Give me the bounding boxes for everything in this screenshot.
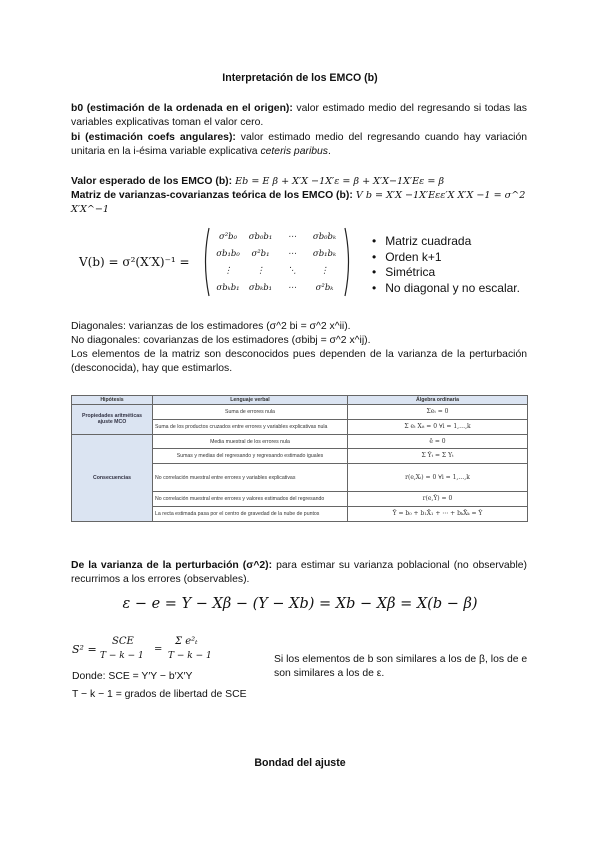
- matrix-cell: σbₖb₁: [248, 282, 273, 293]
- bondad-title: Bondad del ajuste: [254, 757, 346, 769]
- matrix-cell: σ²b₀: [218, 231, 238, 242]
- table-header: Hipótesis: [72, 396, 153, 405]
- matriz-line: [71, 189, 531, 217]
- matrix-cell: σbₖb₁: [216, 282, 240, 293]
- matrix-cell: ⋮: [256, 265, 265, 276]
- section-title: Interpretación de los EMCO (b): [222, 72, 378, 84]
- pert-term: De la varianza de la perturbación (σ^2):: [71, 560, 273, 571]
- table-cell: r(e,Xᵢ) = 0 ∀i = 1,…,k: [348, 464, 528, 492]
- b0-term: b0 (estimación de la ordenada en el origen):: [71, 103, 293, 114]
- pert-text: para estimar su varianza poblacional (no observable) recurrimos a los errores (observables).: [71, 560, 527, 585]
- matrix-cell: ⋯: [287, 282, 297, 293]
- esperado-line: [71, 175, 531, 189]
- b0-paragraph: [71, 102, 527, 130]
- hypothesis-table-container: [71, 395, 528, 522]
- donde-line: Donde: SCE = Y′Y − b′X′Y: [72, 671, 193, 682]
- table-cell: ē = 0: [348, 434, 528, 449]
- b0-text: valor estimado medio del regresando si todas las variables explicativas toman el valor cero.: [71, 103, 528, 128]
- matrix-cell: σb₁b₀: [216, 248, 240, 259]
- s2-den1: T − k − 1: [100, 651, 144, 661]
- table-cell: Suma de los productos cruzados entre errores y variables explicativas nula: [153, 419, 348, 434]
- property-item: • Matriz cuadrada: [372, 234, 520, 250]
- property-item: • Simétrica: [372, 265, 520, 281]
- table-cell: La recta estimada pasa por el centro de gravedad de la nube de puntos: [153, 507, 348, 522]
- matrix-cell: ⋱: [287, 265, 297, 276]
- matrix-cell: σ²b₁: [251, 248, 270, 259]
- table-cell: Suma de errores nula: [153, 405, 348, 420]
- hypothesis-table: [71, 395, 528, 522]
- similar-note: Si los elementos de b son similares a los de β, los de e son similares a los de ε.: [274, 654, 528, 679]
- table-cell: r(e,Ŷ) = 0: [348, 492, 528, 507]
- matrix-cell: ⋯: [287, 248, 297, 259]
- matrix-cells: [212, 228, 342, 296]
- group-label-consecuencias: Consecuencias: [72, 434, 153, 521]
- bi-text-italic: ceteris paribus: [260, 146, 329, 157]
- table-cell: No correlación muestral entre errores y valores estimados del regresando: [153, 492, 348, 507]
- varmatrix-lhs: V(b) = σ²(X′X)⁻¹ =: [79, 255, 190, 269]
- property-item: • Orden k+1: [372, 250, 520, 266]
- table-cell: Σ Ŷₜ = Σ Yₜ: [348, 449, 528, 464]
- matrix-cell: σb₀bₖ: [312, 231, 337, 242]
- grados-line: T − k − 1 = grados de libertad de SCE: [72, 689, 247, 700]
- table-header: Lenguaje verbal: [153, 396, 348, 405]
- error-equation: ε − e = Y − Xβ − (Y − Xb) = Xb − Xβ = X(b − β): [122, 596, 478, 612]
- table-header-row: [72, 396, 528, 405]
- matrix-cell: ⋮: [320, 265, 329, 276]
- matriz-term: Matriz de varianzas-covarianzas teórica de los EMCO (b):: [71, 190, 353, 201]
- s2-num2: Σ e²ₜ: [175, 636, 198, 647]
- table-cell: Σ eₜ Xᵢₜ = 0 ∀i = 1,…,k: [348, 419, 528, 434]
- group-label-propiedades: Propiedades aritméticas ajuste MCO: [72, 405, 153, 435]
- property-item: • No diagonal y no escalar.: [372, 281, 520, 297]
- table-cell: Sumas y medias del regresando y regresando estimado iguales: [153, 449, 348, 464]
- bi-paragraph: [71, 131, 527, 159]
- esperado-formula: Eb = E β + X′X −1X′ε = β + X′X−1X′Eε = β: [232, 176, 444, 187]
- variance-matrix: [201, 226, 353, 298]
- perturbacion-paragraph: [71, 559, 527, 587]
- elementos-paragraph: Los elementos de la matriz son desconocidos pues dependen de la varianza de la perturbación (desconocida), hay que estimarlos.: [71, 349, 527, 374]
- matrix-properties-list: [372, 234, 520, 296]
- diag-line: Diagonales: varianzas de los estimadores (σ^2 bi = σ^2 x^ii).: [71, 321, 351, 332]
- table-cell: Σeₜ = 0: [348, 405, 528, 420]
- bi-text-end: .: [328, 146, 331, 157]
- table-cell: Media muestral de los errores nula: [153, 434, 348, 449]
- matrix-cell: σb₀b₁: [248, 231, 273, 242]
- nodiag-line: No diagonales: covarianzas de los estimadores (σbibj = σ^2 x^ij).: [71, 335, 371, 346]
- matrix-cell: ⋮: [223, 265, 233, 276]
- bi-term: bi (estimación coefs angulares):: [71, 132, 236, 143]
- matrix-cell: σb₁bₖ: [312, 248, 337, 259]
- table-row: [72, 434, 528, 449]
- table-row: [72, 405, 528, 420]
- s2-den2: T − k − 1: [168, 651, 212, 661]
- s2-num1: SCE: [112, 636, 134, 647]
- s2-formula: S² = SCE T − k − 1 = Σ e²ₜ T − k − 1: [72, 636, 212, 661]
- bi-text: valor estimado medio del regresando cuando hay variación unitaria en la i-ésima variable explicativa: [71, 132, 528, 157]
- table-cell: No correlación muestral entre errores y variables explicativas: [153, 464, 348, 492]
- table-header: Álgebra ordinaria: [348, 396, 528, 405]
- matriz-formula: V b = X′X −1X′Eεε′X X′X −1 = σ^2 X′X^−1: [71, 190, 526, 215]
- matrix-cell: ⋯: [287, 231, 297, 242]
- esperado-term: Valor esperado de los EMCO (b):: [71, 176, 233, 187]
- matrix-cell: σ²bₖ: [315, 282, 334, 293]
- table-cell: Ȳ = b₀ + b₁X̄₁ + ⋯ + bₖX̄ₖ = Ŷ: [348, 507, 528, 522]
